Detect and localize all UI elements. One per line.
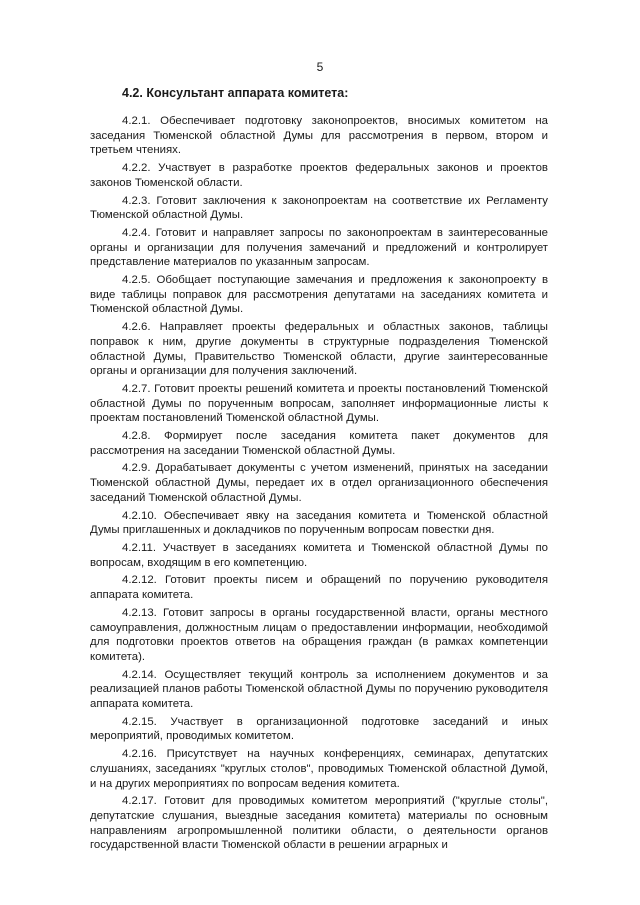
paragraph-4-2-12: 4.2.12. Готовит проекты писем и обращений по поручению руководителя аппарата комитета.	[90, 574, 548, 602]
paragraph-4-2-16: 4.2.16. Присутствует на научных конференциях, семинарах, депутатских слушаниях, заседаниях "круглых столов", проводимых Тюменской областной Думой, и на других мероприятиях по вопросам ведения комитета.	[90, 748, 548, 790]
paragraph-4-2-15: 4.2.15. Участвует в организационной подготовке заседаний и иных мероприятий, проводимых комитетом.	[90, 715, 548, 743]
paragraph-4-2-9: 4.2.9. Дорабатывает документы с учетом изменений, принятых на заседании Тюменской областной Думы, передает их в отдел организационного обеспечения заседаний Тюменской областной Думы.	[90, 462, 548, 504]
paragraph-4-2-2: 4.2.2. Участвует в разработке проектов федеральных законов и проектов законов Тюменской области.	[90, 162, 548, 189]
paragraph-4-2-13: 4.2.13. Готовит запросы в органы государственной власти, органы местного самоуправления, должностным лицам о предоставлении информации, необходимой для подготовки проектов ответов на обращения граждан (в рамках компетенции комитета).	[90, 606, 548, 663]
paragraph-4-2-5: 4.2.5. Обобщает поступающие замечания и предложения к законопроекту в виде таблицы поправок для рассмотрения депутатами на заседаниях комитета и Тюменской областной Думы.	[90, 274, 548, 316]
paragraph-4-2-17: 4.2.17. Готовит для проводимых комитетом мероприятий ("круглые столы", депутатские слушания, выездные заседания комитета) материалы по основным направлениям агропромышленной политики области, о деятельности органов государственной власти Тюменской области в решении аграрных и	[90, 795, 548, 852]
page-number: 5	[316, 60, 324, 74]
paragraph-4-2-8: 4.2.8. Формирует после заседания комитета пакет документов для рассмотрения на заседании Тюменской областной Думы.	[90, 430, 548, 457]
paragraph-4-2-6: 4.2.6. Направляет проекты федеральных и областных законов, таблицы поправок к ним, другие документы в структурные подразделения Тюменской областной Думы, Правительство Тюменской области, другие заинтересованные органы и организации для получения заключений.	[90, 321, 548, 378]
paragraph-4-2-4: 4.2.4. Готовит и направляет запросы по законопроектам в заинтересованные органы и организации для получения замечаний и предложений и контролирует представление материалов по указанным запросам.	[90, 226, 548, 269]
paragraph-4-2-7: 4.2.7. Готовит проекты решений комитета и проекты постановлений Тюменской областной Думы по порученным вопросам, заполняет информационные листы к проектам постановлений Тюменской областной Думы.	[90, 382, 548, 425]
paragraph-4-2-10: 4.2.10. Обеспечивает явку на заседания комитета и Тюменской областной Думы приглашенных и докладчиков по порученным вопросам повестки дня.	[90, 509, 548, 537]
document-body	[90, 86, 548, 856]
paragraph-4-2-11: 4.2.11. Участвует в заседаниях комитета и Тюменской областной Думы по вопросам, входящим в его компетенцию.	[90, 541, 548, 569]
section-title: 4.2. Консультант аппарата комитета:	[122, 86, 349, 100]
paragraph-4-2-3: 4.2.3. Готовит заключения к законопроектам на соответствие их Регламенту Тюменской областной Думы.	[90, 194, 548, 222]
paragraph-4-2-1: 4.2.1. Обеспечивает подготовку законопроектов, вносимых комитетом на заседания Тюменской областной Думы для рассмотрения в первом, втором и третьем чтениях.	[90, 115, 548, 157]
paragraph-4-2-14: 4.2.14. Осуществляет текущий контроль за исполнением документов и за реализацией планов работы Тюменской областной Думы по поручению руководителя аппарата комитета.	[90, 668, 548, 711]
